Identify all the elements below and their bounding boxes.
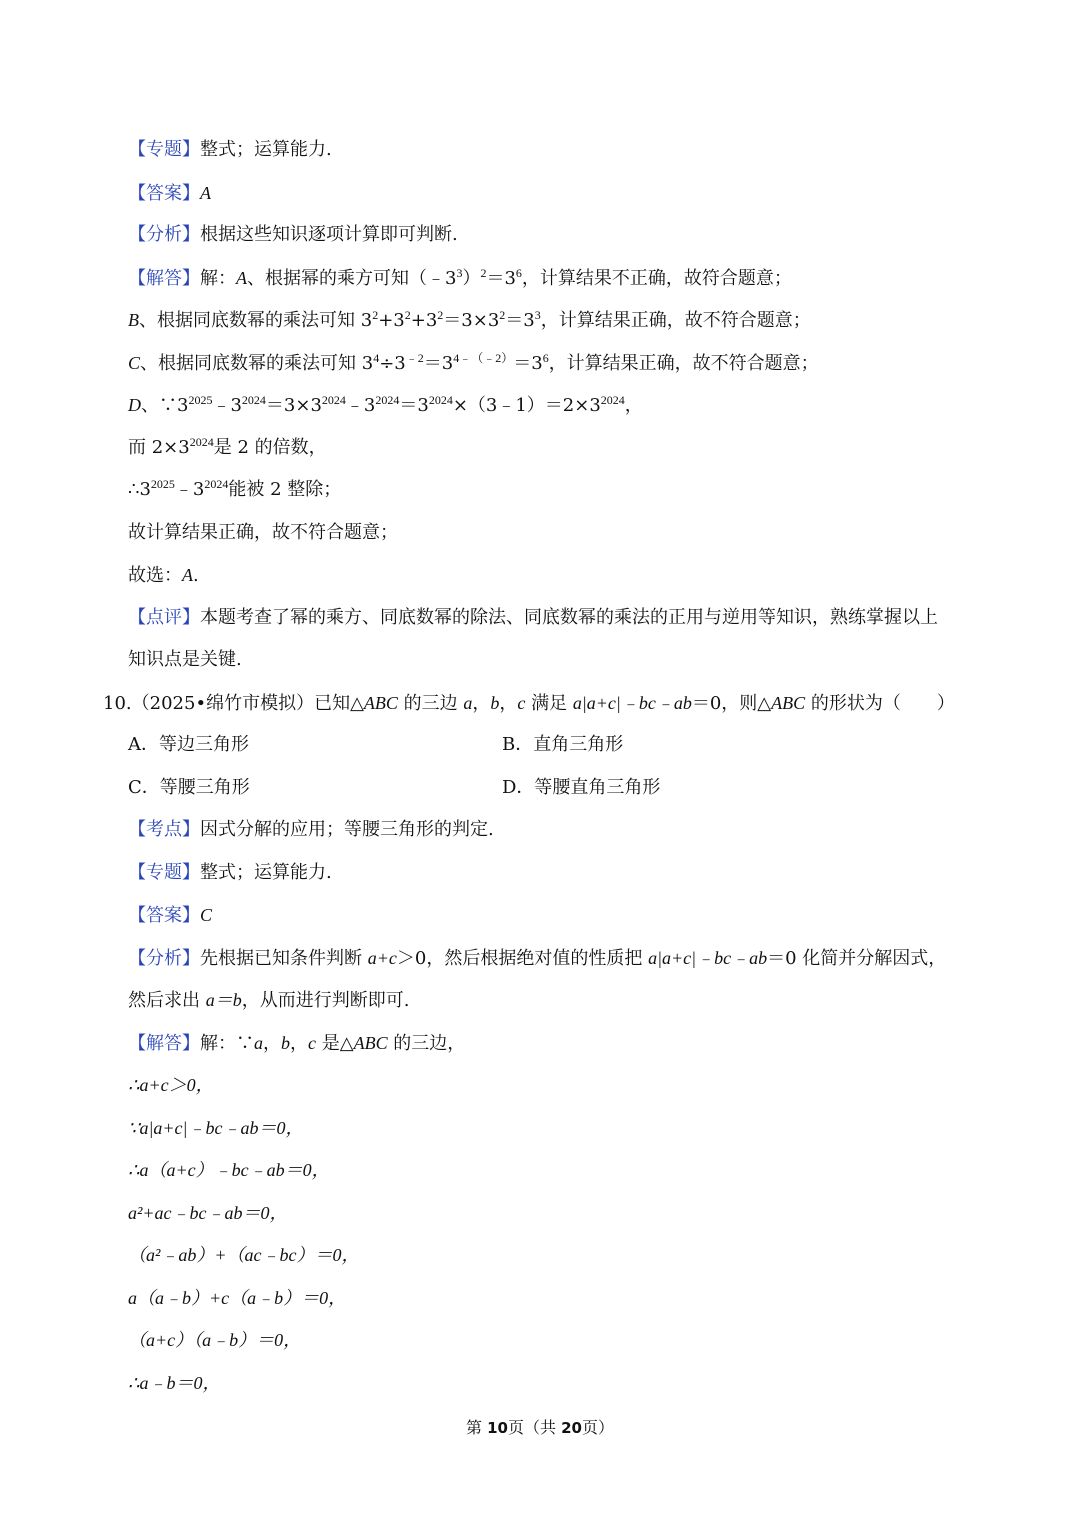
stem-text: ， [499,693,518,714]
math-var: a [254,1033,263,1053]
fenxi-text: ＞0，然后根据绝对值的性质把 [396,948,649,969]
math-var: b [490,693,500,713]
fenxi-text: ＝0 化简并分解因式， [767,948,947,969]
exponent: 2024 [600,393,625,407]
math-expr: a|a+c|﹣bc﹣ab [648,948,768,968]
zhuanti-text: 整式；运算能力. [200,139,332,160]
solution-step: ∵a|a+c|﹣bc﹣ab＝0， [128,1118,304,1138]
jieda-line-q10 [128,1030,465,1057]
page-footer [0,1415,1080,1438]
exponent: 2024 [428,393,453,407]
exponent: 2025 [188,393,213,407]
footer-text: 页（共 [507,1418,562,1437]
jieda-line-d [128,392,643,419]
math-text: ＝3×3 [443,310,500,331]
solution-step: ∴a﹣b＝0， [128,1373,221,1393]
exponent: 2 [404,308,411,322]
math-text: 、根据同底数幂的乘法可知 3 [139,310,373,331]
math-text: +3 [378,310,405,331]
fenxi-line-2b [128,987,409,1014]
exponent: 2025 [150,477,175,491]
dianping-tag: 【点评】 [128,607,200,628]
daan-text: C [200,905,213,925]
solution-step: （a+c）（a﹣b）＝0， [128,1330,302,1350]
zhuanti-line [128,137,332,163]
exponent: 2024 [375,393,400,407]
math-text: ÷3 [379,353,406,374]
jieda-line-5 [128,435,327,461]
exponent: 2024 [321,393,346,407]
math-var: ABC [353,1033,388,1053]
exponent: 3 [534,308,541,322]
dianping-text: 本题考查了幂的乘方、同底数幂的除法、同底数幂的乘法的正用与逆用等知识，熟练掌握以上 [200,607,938,628]
math-text: ＝3×3 [265,395,322,416]
jieda-tag: 【解答】 [128,268,200,289]
option-c: C．等腰三角形 [128,777,250,798]
stem-text: 的三边 [397,693,464,714]
math-text: ＝3 [423,353,454,374]
option-b: B．直角三角形 [502,734,624,755]
stem-text: 满足 [525,693,573,714]
math-var: ABC [363,693,398,713]
jieda-line-c [128,350,819,377]
math-text: ，计算结果正确，故不符合题意； [548,353,819,374]
math-var: c [517,693,526,713]
math-text: 、根据同底数幂的乘法可知 3 [140,353,374,374]
option-d: D．等腰直角三角形 [502,777,661,798]
solution-step: a（a﹣b）+c（a﹣b）＝0， [128,1288,347,1308]
jieda-prefix: 解： [200,268,236,289]
exponent: 2 [480,266,487,280]
fenxi-line [128,222,458,248]
exponent: ﹣2 [405,351,424,365]
exponent: 4﹣（﹣2） [453,351,514,365]
math-text: ＝3 [399,395,429,416]
solution-step: ∴a（a+c）﹣bc﹣ab＝0， [128,1160,330,1180]
math-text: ﹣3 [212,395,242,416]
math-text: +3 [410,310,438,331]
exponent: 6 [542,351,549,365]
math-text: ， [624,395,643,416]
option-letter: A [236,268,247,288]
math-text: . [193,565,199,586]
math-text: ﹣3 [345,395,376,416]
daan-text: A [200,183,211,203]
fenxi-tag: 【分析】 [128,948,200,969]
stem-text: 的形状为（ ） [805,693,955,714]
jieda-text: 解：∵ [200,1033,254,1054]
dianping-line-2: 知识点是关键. [128,649,242,670]
exponent: 6 [515,266,522,280]
math-text: 能被 2 整除； [228,479,342,500]
exponent: 3 [456,266,463,280]
math-text: 、∵3 [141,395,189,416]
dianping-line-1 [128,605,938,631]
option-letter: C [128,353,141,373]
exponent: 2024 [189,435,214,449]
stem-text: ， [472,693,491,714]
question-number: 10. [103,693,132,714]
fenxi-text: ，从而进行判断即可. [241,990,410,1011]
jieda-text: ， [263,1033,281,1054]
math-var: a [463,693,473,713]
exponent: 2 [372,308,379,322]
daan-tag: 【答案】 [128,183,200,204]
stem-text: （2025•绵竹市模拟）已知△ [131,693,364,714]
math-text: 故选： [128,565,182,586]
math-var: ABC [771,693,806,713]
math-text: ＝3 [513,353,543,374]
exponent: 4 [373,351,380,365]
stem-text: ＝0，则△ [691,693,772,714]
option-letter: A [182,565,193,585]
jieda-line-a [128,265,792,292]
math-text: ∴3 [128,479,151,500]
math-text: ﹣3 [174,479,205,500]
kaodian-tag: 【考点】 [128,819,200,840]
math-text: ，计算结果不正确，故符合题意； [521,268,792,289]
math-expr: a+c [367,948,397,968]
solution-step: （a²﹣ab）+（ac﹣bc）＝0， [128,1245,360,1265]
daan-line-2 [128,902,212,929]
option-a: A．等边三角形 [128,734,249,755]
exponent: 2024 [241,393,266,407]
kaodian-line [128,817,494,843]
math-text: ，计算结果正确，故不符合题意； [540,310,811,331]
zhuanti-tag: 【专题】 [128,862,200,883]
math-text: ＝3 [486,268,516,289]
math-text: 是 2 的倍数， [213,437,327,458]
option-letter: B [128,310,139,330]
total-pages: 20 [561,1419,582,1437]
math-expr: a＝b [205,990,242,1010]
q10-stem [103,690,955,717]
math-text: 、根据幂的乘方可知（﹣3 [247,268,457,289]
footer-text: 第 [466,1418,488,1437]
zhuanti-line-2 [128,860,332,886]
math-text: ） [462,268,481,289]
exponent: 2 [437,308,444,322]
math-text: ＝3 [505,310,535,331]
jieda-line-b [128,307,811,334]
jieda-tag: 【解答】 [128,1033,200,1054]
fenxi-text: 然后求出 [128,990,206,1011]
zhuanti-text: 整式；运算能力. [200,862,332,883]
option-letter: D [128,395,141,415]
math-text: 而 2×3 [128,437,190,458]
kaodian-text: 因式分解的应用；等腰三角形的判定. [200,819,494,840]
math-expr: a|a+c|﹣bc﹣ab [572,693,692,713]
jieda-text: ， [290,1033,308,1054]
math-text: ×（3﹣1）＝2×3 [452,395,601,416]
exponent: 2024 [204,477,229,491]
jieda-text: 的三边， [387,1033,466,1054]
daan-line [128,180,211,207]
solution-step: a²+ac﹣bc﹣ab＝0， [128,1203,288,1223]
daan-tag: 【答案】 [128,905,200,926]
footer-text: 页） [581,1418,614,1437]
jieda-text: 是△ [316,1033,354,1054]
fenxi-line-2 [128,945,946,972]
page-number: 10 [487,1419,508,1437]
jieda-line-7: 故计算结果正确，故不符合题意； [128,522,398,543]
math-var: c [308,1033,316,1053]
fenxi-text: 先根据已知条件判断 [200,948,368,969]
solution-step: ∴a+c＞0， [128,1075,214,1095]
math-var: b [281,1033,290,1053]
jieda-line-6 [128,477,341,503]
exponent: 2 [499,308,506,322]
zhuanti-tag: 【专题】 [128,139,200,160]
jieda-line-8 [128,562,199,589]
fenxi-tag: 【分析】 [128,224,200,245]
fenxi-text: 根据这些知识逐项计算即可判断. [200,224,458,245]
